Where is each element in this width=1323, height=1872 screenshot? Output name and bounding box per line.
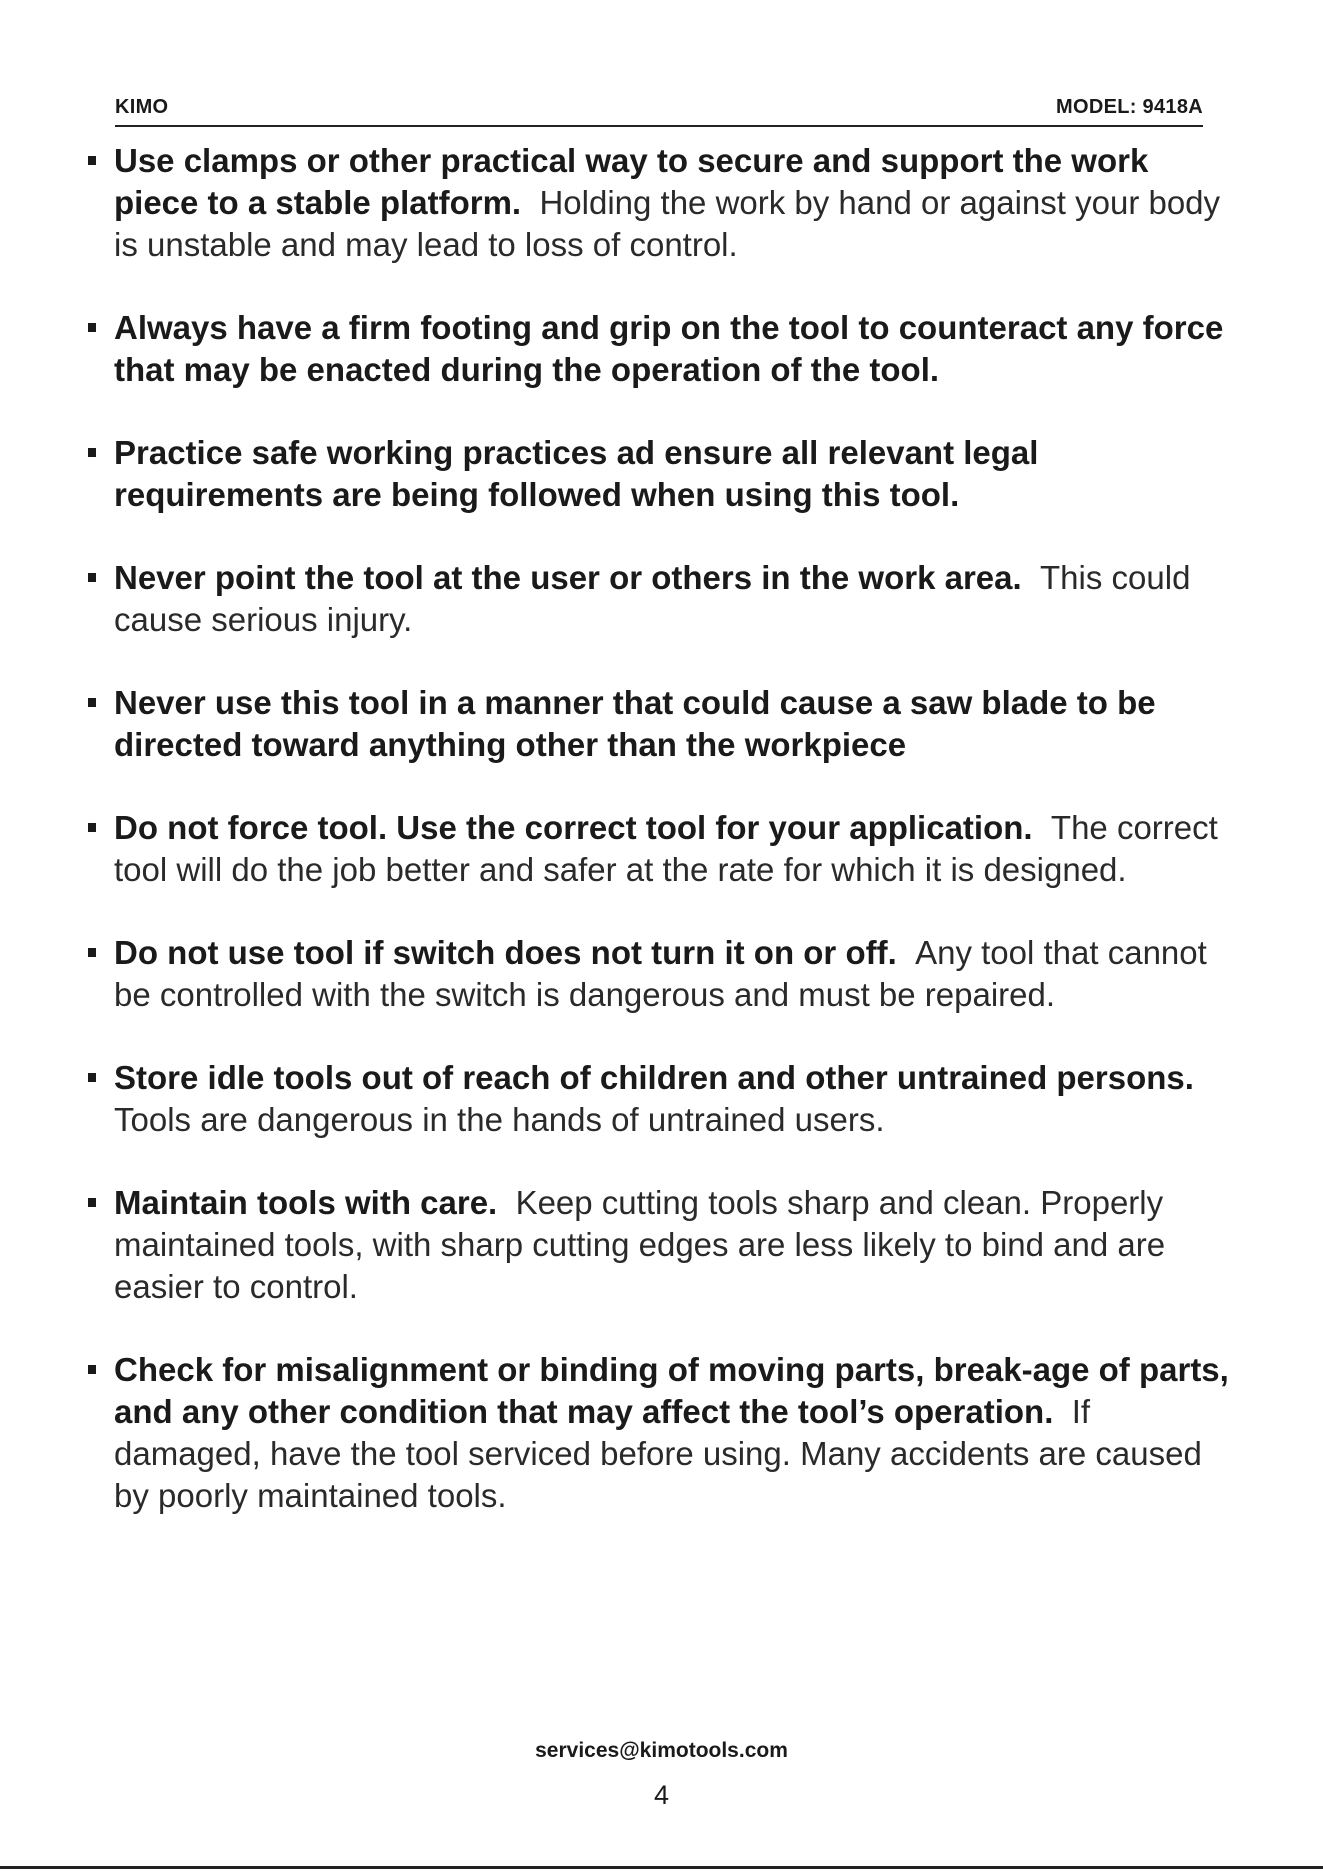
- list-item: [80, 557, 1230, 641]
- item-heading: Do not force tool. Use the correct tool for your application.: [114, 809, 1051, 846]
- safety-instructions-list: [80, 140, 1230, 1558]
- page-header: [115, 96, 1203, 119]
- list-item: [80, 682, 1230, 766]
- bullet-icon: [88, 948, 96, 957]
- brand-name: KIMO: [115, 96, 169, 118]
- item-heading: Practice safe working practices ad ensure all relevant legal requirements are being followed when using this tool.: [114, 434, 1039, 513]
- item-text: The correct tool will do the job better and safer at the rate for which it is designed.: [114, 809, 1218, 888]
- list-item: [80, 140, 1230, 266]
- item-text: Tools are dangerous in the hands of untrained users.: [114, 1101, 885, 1138]
- item-heading: Maintain tools with care.: [114, 1184, 516, 1221]
- model-number: MODEL: 9418A: [1056, 96, 1203, 118]
- item-heading: Always have a firm footing and grip on the tool to counteract any force that may be enacted during the operation of the tool.: [114, 309, 1224, 388]
- bottom-border: [0, 1866, 1323, 1869]
- list-item: [80, 807, 1230, 891]
- bullet-icon: [88, 1198, 96, 1207]
- item-heading: Use clamps or other practical way to secure and support the work piece to a stable platform.: [114, 142, 1149, 221]
- item-heading: Do not use tool if switch does not turn it on or off.: [114, 934, 916, 971]
- list-item: [80, 932, 1230, 1016]
- list-item: [80, 432, 1230, 516]
- bullet-icon: [88, 323, 96, 332]
- item-heading: Never use this tool in a manner that could cause a saw blade to be directed toward anything other than the workpiece: [114, 684, 1156, 763]
- item-text: Holding the work by hand or against your body is unstable and may lead to loss of control.: [114, 184, 1221, 263]
- support-email: services@kimotools.com: [535, 1739, 788, 1762]
- item-text: Any tool that cannot be controlled with the switch is dangerous and must be repaired.: [114, 934, 1207, 1013]
- list-item: [80, 1349, 1230, 1517]
- bullet-icon: [88, 573, 96, 582]
- bullet-icon: [88, 1073, 96, 1082]
- page-number: 4: [653, 1780, 670, 1810]
- bullet-icon: [88, 156, 96, 165]
- bullet-icon: [88, 448, 96, 457]
- item-heading: Check for misalignment or binding of moving parts, break-age of parts, and any other condition that may affect the tool’s operation.: [114, 1351, 1229, 1430]
- list-item: [80, 1057, 1230, 1141]
- item-text: Keep cutting tools sharp and clean. Properly maintained tools, with sharp cutting edges are less likely to bind and are easier to control.: [114, 1184, 1166, 1305]
- header-divider: [115, 125, 1203, 127]
- bullet-icon: [88, 698, 96, 707]
- bullet-icon: [88, 1365, 96, 1374]
- list-item: [80, 307, 1230, 391]
- list-item: [80, 1182, 1230, 1308]
- item-text: This could cause serious injury.: [114, 559, 1191, 638]
- bullet-icon: [88, 823, 96, 832]
- item-text: If damaged, have the tool serviced before using. Many accidents are caused by poorly maintained tools.: [114, 1393, 1202, 1514]
- item-heading: Never point the tool at the user or others in the work area.: [114, 559, 1041, 596]
- item-heading: Store idle tools out of reach of children and other untrained persons.: [114, 1059, 1204, 1096]
